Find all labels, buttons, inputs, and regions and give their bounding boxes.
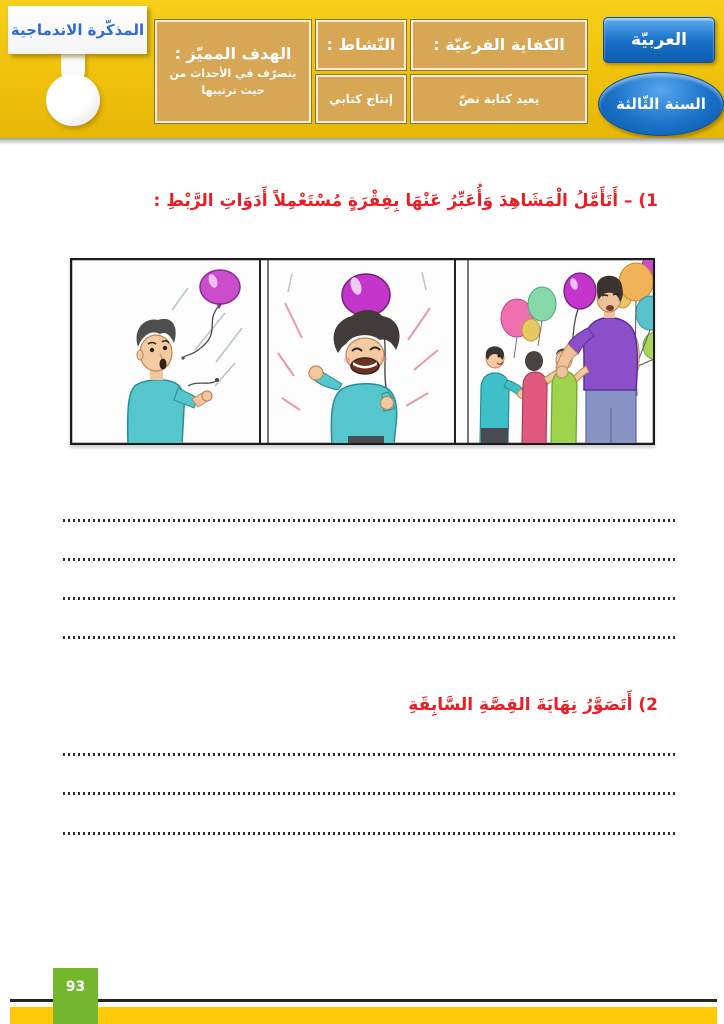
competency-label-cell <box>411 20 587 70</box>
writing-line <box>63 519 677 522</box>
grade-badge <box>598 72 724 136</box>
footer-rule <box>10 999 717 1002</box>
activity-value: إنتاج كتابي <box>329 92 393 106</box>
writing-line <box>63 792 677 795</box>
grade-badge-label: السنة الثّالثة <box>616 95 706 113</box>
competency-value: يعيد كتابة نصّ <box>458 92 540 106</box>
page-number-badge <box>53 968 98 1024</box>
lesson-info-table <box>155 20 587 123</box>
writing-line <box>63 636 677 639</box>
exercise2-title: 2) أَتَصَوَّرُ نِهَايَةَ القِصَّةِ السَّابِقَةِ <box>408 695 658 715</box>
competency-column <box>411 20 587 123</box>
activity-label: النّشاط : <box>326 34 396 54</box>
page-number: 93 <box>65 979 86 995</box>
activity-value-cell <box>316 75 406 123</box>
writing-line <box>63 558 677 561</box>
comic-strip-illustration <box>70 258 655 445</box>
ribbon-pin-ball <box>46 74 100 126</box>
activity-label-cell <box>316 20 406 70</box>
writing-line <box>63 597 677 600</box>
objective-label: الهدف المميّز : <box>174 43 292 63</box>
objective-cell <box>155 20 311 123</box>
objective-value: يتصرّف في الأحداث من حيث ترتيبها <box>169 67 297 97</box>
writing-line <box>63 753 677 756</box>
footer-bar <box>10 1007 717 1024</box>
exercise1-title: 1) – أَتَأَمَّلُ الْمَشَاهِدَ وَأُعَبِّرُ عَنْهَا بِفِقْرَةٍ مُسْتَعْمِلاً أَدَوَاتِ الرَّبْطِ : <box>153 191 658 211</box>
subject-badge <box>603 17 715 63</box>
notebook-ribbon-label: المذكّرة الاندماجية <box>10 21 145 39</box>
competency-label: الكفاية الفرعيّة : <box>433 34 565 54</box>
writing-line <box>63 832 677 835</box>
competency-value-cell <box>411 75 587 123</box>
subject-badge-label: العربيّة <box>631 30 688 50</box>
activity-column <box>316 20 406 123</box>
notebook-ribbon <box>8 6 147 54</box>
header-shadow <box>0 138 724 145</box>
